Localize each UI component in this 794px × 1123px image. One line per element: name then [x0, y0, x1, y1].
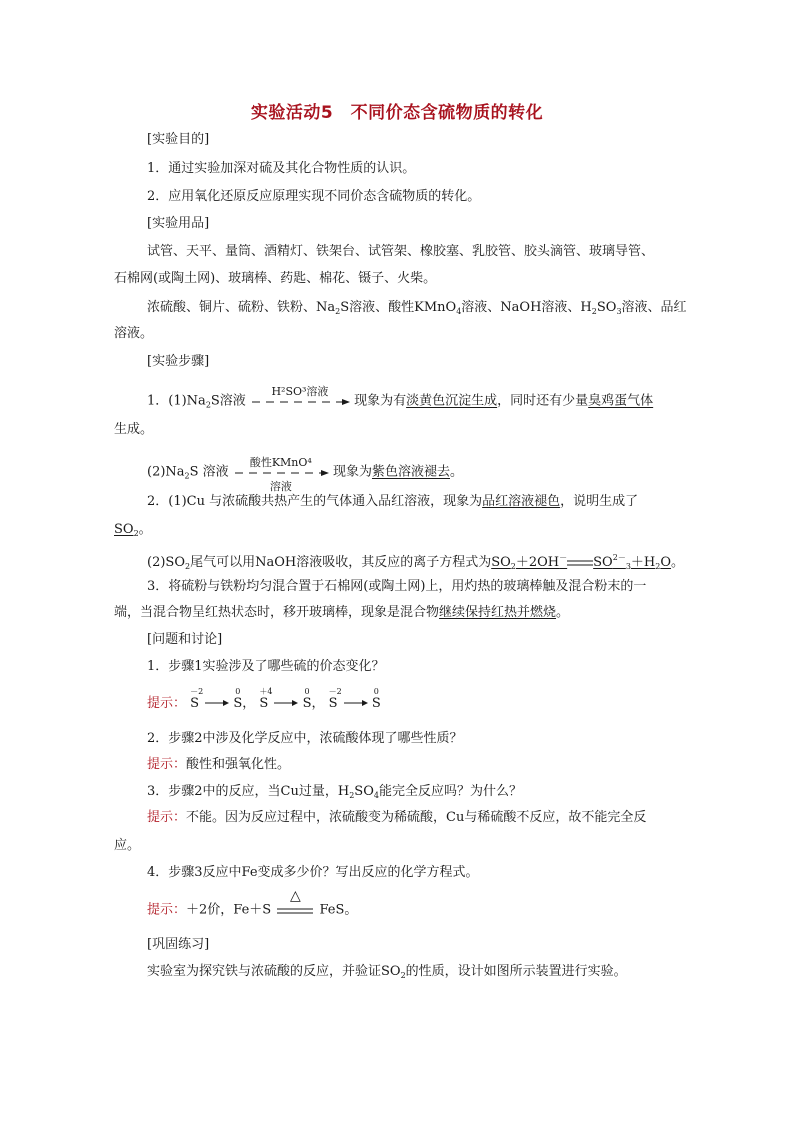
section-heading-discussion: [问题和讨论] [147, 632, 223, 647]
hint-3-line-a: 提示：不能。因为反应过程中，浓硫酸变为稀硫酸，Cu与稀硫酸不反应，故不能完全反 [147, 810, 647, 825]
hint-1: 提示： －2 S 0 S， ＋4 S 0 S， －2 S 0 S [147, 687, 381, 711]
step-1-1-end: 生成。 [114, 422, 154, 437]
question-3: 3．步骤2中的反应，当Cu过量，$H_2SO_4$能完全反应吗？为什么？ [147, 784, 522, 800]
heat-equals-sign [275, 888, 315, 920]
section-heading-purpose: [实验目的] [147, 132, 210, 147]
purpose-item-1: 1．通过实验加深对硫及其化合物性质的认识。 [147, 161, 416, 176]
materials-line-1a: 试管、天平、量筒、酒精灯、铁架台、试管架、橡胶塞、乳胶管、胶头滴管、玻璃导管、 [147, 244, 655, 259]
question-2: 2．步骤2中涉及化学反应中，浓硫酸体现了哪些性质？ [147, 731, 463, 746]
section-heading-practice: [巩固练习] [147, 937, 210, 952]
section-heading-materials: [实验用品] [147, 216, 210, 231]
purpose-item-2: 2．应用氧化还原反应原理实现不同价态含硫物质的转化。 [147, 189, 481, 204]
hint-label: 提示： [147, 696, 187, 711]
hint-4: 提示：＋2价，Fe＋S △ FeS。 [147, 900, 357, 921]
heat-triangle-icon: △ [289, 888, 301, 904]
materials-line-2b: 溶液。 [114, 326, 154, 341]
step-2-1-end: $SO_2$。 [114, 522, 152, 538]
arrow-icon [203, 699, 229, 707]
materials-line-1b: 石棉网(或陶土网)、玻璃棒、药匙、棉花、镊子、火柴。 [114, 271, 437, 286]
step-1-1: 1．$(1)Na_2S$溶液 H²SO³溶液 现象为有淡黄色沉淀生成，同时还有少量臭鸡蛋气体 [147, 386, 653, 416]
dashed-arrow-1: H²SO³溶液 [250, 386, 350, 416]
question-4: 4．步骤3反应中Fe变成多少价？写出反应的化学方程式。 [147, 865, 479, 880]
step-2-1: 2．(1)Cu 与浓硫酸共热产生的气体通入品红溶液，现象为品红溶液褪色，说明生成了 [147, 494, 639, 509]
page-title: 实验活动5 不同价态含硫物质的转化 [250, 103, 544, 123]
dashed-arrow-2: 酸性KMnO⁴ 溶液 [233, 457, 329, 487]
step-3-line-a: 3．将硫粉与铁粉均匀混合置于石棉网(或陶土网)上，用灼热的玻璃棒触及混合粉末的一 [147, 579, 647, 594]
hint-3-line-b: 应。 [114, 838, 141, 853]
hint-2: 提示：酸性和强氧化性。 [147, 757, 291, 772]
step-1-2: $(2)Na_2S$ 溶液 酸性KMnO⁴ 溶液 现象为紫色溶液褪去。 [147, 456, 464, 493]
materials-line-2a: 浓硫酸、铜片、硫粉、铁粉、$Na_2S$溶液、酸性KMnO$_4$溶液、NaOH溶液、$H_2SO_3$溶液、品红 [147, 300, 687, 316]
arrow-icon [342, 699, 368, 707]
practice-text: 实验室为探究铁与浓硫酸的反应，并验证$SO_2$的性质，设计如图所示装置进行实验。 [147, 964, 627, 980]
equals-sign [567, 553, 593, 573]
question-1: 1．步骤1实验涉及了哪些硫的价态变化？ [147, 659, 385, 674]
section-heading-steps: [实验步骤] [147, 354, 210, 369]
step-3-line-b: 端，当混合物呈红热状态时，移开玻璃棒，现象是混合物继续保持红热并燃烧。 [114, 605, 570, 620]
step-2-2: $(2)SO_2$尾气可以用NaOH溶液吸收，其反应的离子方程式为$SO_2+2OH^-$ $SO^{2-}_3+H_2O$。 [147, 553, 685, 571]
arrow-icon [272, 699, 298, 707]
